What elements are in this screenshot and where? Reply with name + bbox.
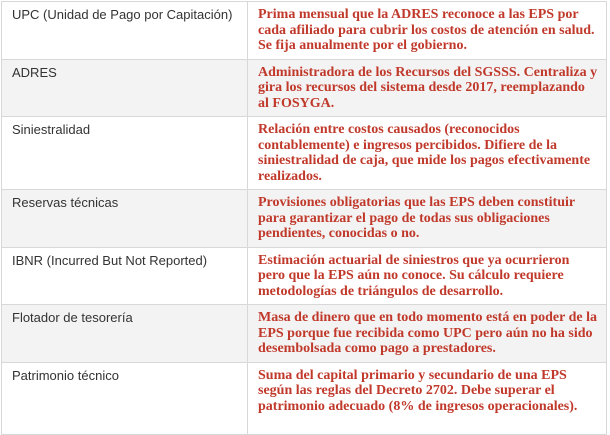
table-row	[2, 117, 607, 190]
definition-cell: Suma del capital primario y secundario de una EPS según las reglas del Decreto 2702. Debe superar el patrimonio adecuado (8% de ingresos operacionales).	[248, 362, 607, 434]
term-cell: UPC (Unidad de Pago por Capitación)	[2, 2, 248, 60]
table-row	[2, 2, 607, 60]
definition-cell: Masa de dinero que en todo momento está en poder de la EPS porque fue recibida como UPC pero aún no ha sido desembolsada como pago a prestadores.	[248, 305, 607, 363]
definition-cell: Prima mensual que la ADRES reconoce a las EPS por cada afiliado para cubrir los costos de atención en salud. Se fija anualmente por el gobierno.	[248, 2, 607, 60]
term-cell: Siniestralidad	[2, 117, 248, 190]
table-row	[2, 190, 607, 248]
glossary-table	[1, 1, 607, 435]
definition-cell: Estimación actuarial de siniestros que ya ocurrieron pero que la EPS aún no conoce. Su cálculo requiere metodologías de triángulos de desarrollo.	[248, 247, 607, 305]
definition-cell: Relación entre costos causados (reconocidos contablemente) e ingresos percibidos. Difiere de la siniestralidad de caja, que mide los pagos efectivamente realizados.	[248, 117, 607, 190]
table-row	[2, 362, 607, 434]
term-cell: IBNR (Incurred But Not Reported)	[2, 247, 248, 305]
term-cell: Flotador de tesorería	[2, 305, 248, 363]
table-row	[2, 247, 607, 305]
definition-cell: Administradora de los Recursos del SGSSS. Centraliza y gira los recursos del sistema desde 2017, reemplazando al FOSYGA.	[248, 59, 607, 117]
table-row	[2, 305, 607, 363]
definition-cell: Provisiones obligatorias que las EPS deben constituir para garantizar el pago de todas sus obligaciones pendientes, conocidas o no.	[248, 190, 607, 248]
term-cell: ADRES	[2, 59, 248, 117]
table-row	[2, 59, 607, 117]
term-cell: Reservas técnicas	[2, 190, 248, 248]
term-cell: Patrimonio técnico	[2, 362, 248, 434]
